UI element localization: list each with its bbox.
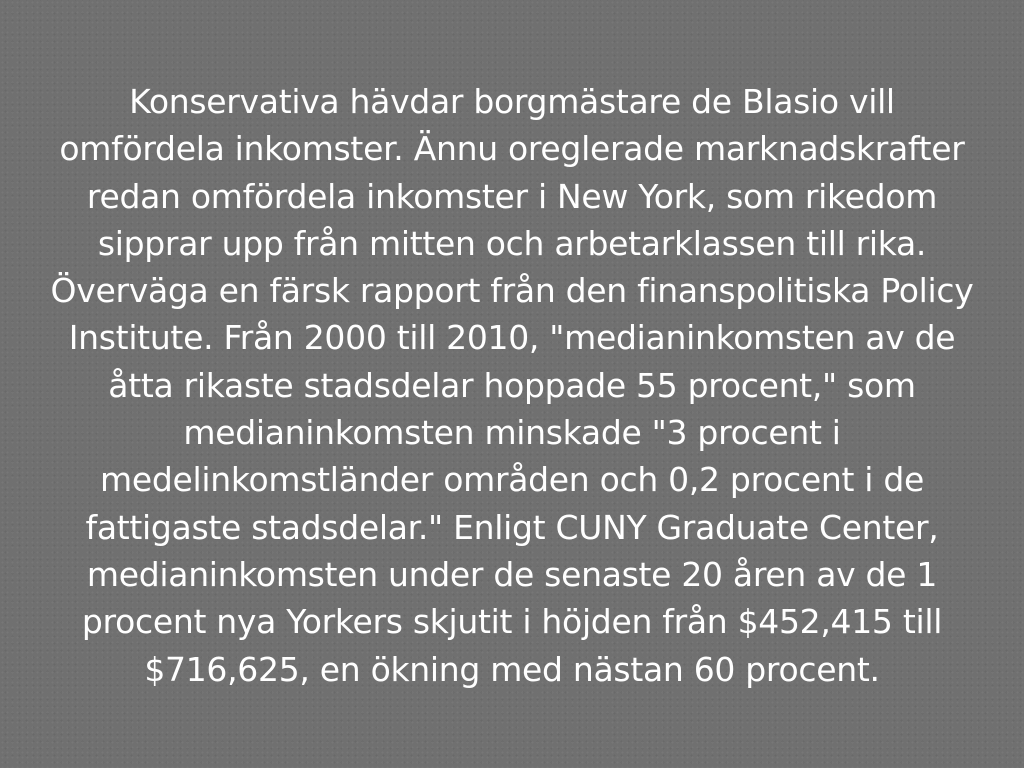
text-line: medianinkomsten minskade "3 procent i	[183, 413, 841, 453]
text-line: Konservativa hävdar borgmästare de Blasio vill	[129, 82, 895, 121]
text-line: Överväga en färsk rapport från den finanspolitiska Policy	[50, 271, 974, 311]
slide-body-text	[12, 78, 1012, 693]
text-line: redan omfördela inkomster i New York, som rikedom	[86, 176, 938, 216]
text-line: $716,625, en ökning med nästan 60 procent.	[144, 649, 880, 689]
text-line: omfördela inkomster. Ännu oreglerade marknadskrafter	[59, 129, 965, 169]
text-line: åtta rikaste stadsdelar hoppade 55 procent," som	[108, 365, 916, 405]
text-line: sipprar upp från mitten och arbetarklassen till rika.	[97, 223, 927, 263]
text-line: medelinkomstländer områden och 0,2 procent i de	[99, 460, 925, 500]
text-line: Institute. Från 2000 till 2010, "medianinkomsten av de	[68, 318, 956, 358]
text-line: fattigaste stadsdelar." Enligt CUNY Graduate Center,	[85, 507, 939, 547]
text-line: procent nya Yorkers skjutit i höjden från $452,415 till	[81, 602, 943, 642]
text-line: medianinkomsten under de senaste 20 åren av de 1	[86, 554, 938, 594]
